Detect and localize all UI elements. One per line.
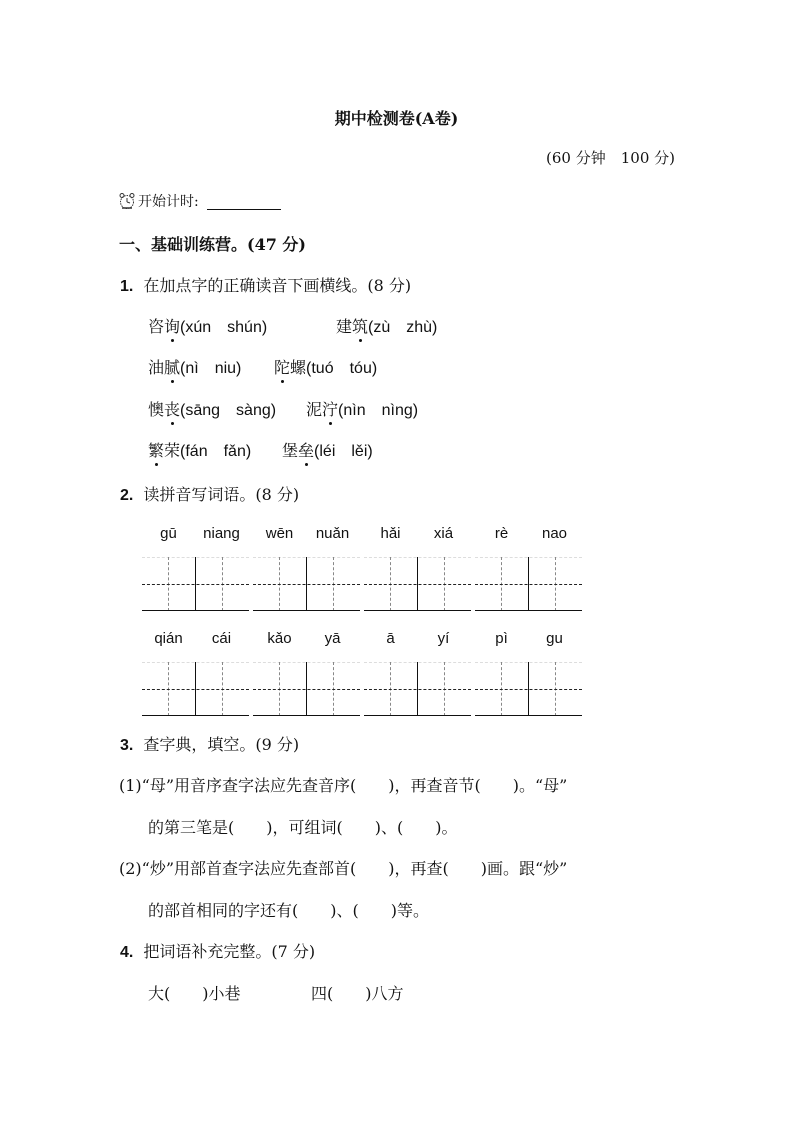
q1-item [148, 397, 276, 420]
question-prompt: 把词语补充完整。(7 分) [143, 942, 316, 961]
word-part: 咨 [148, 317, 165, 336]
pinyin-label: nao [541, 525, 568, 542]
pinyin-label: gū [160, 525, 177, 542]
pinyin-label: wēn [265, 525, 294, 542]
exam-duration-score: (60 分钟 100 分) [546, 149, 675, 167]
pinyin-label: cái [211, 630, 232, 647]
dotted-char: 筑 [352, 314, 368, 337]
word-part: 懊 [148, 400, 165, 419]
pinyin-label: pì [495, 630, 508, 647]
question-number: 3. [120, 737, 134, 754]
pinyin-options[interactable]: (nìn nìng) [338, 402, 419, 419]
pinyin-label: hǎi [380, 525, 401, 542]
question-number: 1. [120, 278, 134, 295]
dotted-char: 询 [164, 314, 180, 337]
timer-blank[interactable] [207, 193, 281, 210]
pinyin-label: kǎo [267, 630, 292, 647]
pinyin-options[interactable]: (léi lěi) [314, 443, 373, 460]
pinyin-label: xiá [433, 525, 454, 542]
q1-item [306, 397, 418, 420]
writing-grid[interactable] [142, 557, 249, 611]
dotted-char: 繁 [148, 438, 164, 461]
writing-grid[interactable] [364, 557, 471, 611]
dotted-char: 垒 [298, 438, 314, 461]
q1-item [282, 438, 373, 461]
word-part: 建 [336, 317, 353, 336]
dotted-char: 陀 [274, 355, 290, 378]
pinyin-label: rè [494, 525, 509, 542]
pinyin-label: gu [546, 630, 563, 647]
q1-item [148, 314, 267, 337]
pinyin-label: yā [324, 630, 341, 647]
question-prompt: 查字典，填空。(9 分) [143, 735, 300, 754]
q3-part2-line2: 的部首相同的字还有( )、( )等。 [148, 901, 429, 920]
q3-part2-line1: (2)“炒”用部首查字法应先查部首( )，再查( )画。跟“炒” [119, 859, 568, 878]
dotted-char: 腻 [164, 355, 180, 378]
pinyin-label: ā [386, 630, 395, 647]
pinyin-label: nuǎn [315, 525, 350, 542]
pinyin-options[interactable]: (sāng sàng) [180, 402, 277, 419]
section-heading: 一、基础训练营。(47 分) [119, 235, 306, 254]
pinyin-label: yí [437, 630, 450, 647]
idiom-item: 大( )小巷 [148, 984, 241, 1003]
pinyin-options[interactable]: (fán fǎn) [180, 443, 252, 460]
question-number: 2. [120, 487, 134, 504]
q1-item [148, 438, 251, 461]
pinyin-options[interactable]: (zù zhù) [368, 319, 438, 336]
timer-label: 开始计时: [138, 194, 199, 210]
question-1 [120, 273, 411, 296]
question-3 [120, 732, 299, 755]
writing-grid[interactable] [142, 662, 249, 716]
pinyin-options[interactable]: (xún shún) [180, 319, 268, 336]
pinyin-options[interactable]: (tuó tóu) [306, 360, 378, 377]
idiom-item: 四( )八方 [311, 984, 404, 1003]
word-part: 堡 [282, 441, 299, 460]
word-part: 泥 [306, 400, 323, 419]
question-4 [120, 939, 315, 962]
dotted-char: 丧 [164, 397, 180, 420]
q3-part1-line2: 的第三笔是( )，可组词( )、( )。 [148, 818, 458, 837]
writing-grid[interactable] [253, 662, 360, 716]
pinyin-options[interactable]: (nì niu) [180, 360, 242, 377]
writing-grid[interactable] [364, 662, 471, 716]
question-number: 4. [120, 944, 134, 961]
writing-grid[interactable] [475, 557, 582, 611]
writing-grid[interactable] [253, 557, 360, 611]
q1-item [274, 355, 377, 378]
pinyin-label: qián [154, 630, 183, 647]
question-prompt: 读拼音写词语。(8 分) [143, 485, 300, 504]
start-timer [118, 191, 281, 211]
alarm-clock-icon [118, 192, 136, 210]
page-title: 期中检测卷(A卷) [334, 109, 459, 128]
q3-part1-line1: (1)“母”用音序查字法应先查音序( )，再查音节( )。“母” [119, 776, 568, 795]
q1-item [336, 314, 437, 337]
question-2 [120, 482, 299, 505]
dotted-char: 泞 [322, 397, 338, 420]
word-part: 螺 [290, 358, 307, 377]
question-prompt: 在加点字的正确读音下画横线。(8 分) [143, 276, 412, 295]
word-part: 油 [148, 358, 165, 377]
q1-item [148, 355, 241, 378]
writing-grid[interactable] [475, 662, 582, 716]
word-part: 荣 [164, 441, 181, 460]
pinyin-label: niang [203, 525, 240, 542]
